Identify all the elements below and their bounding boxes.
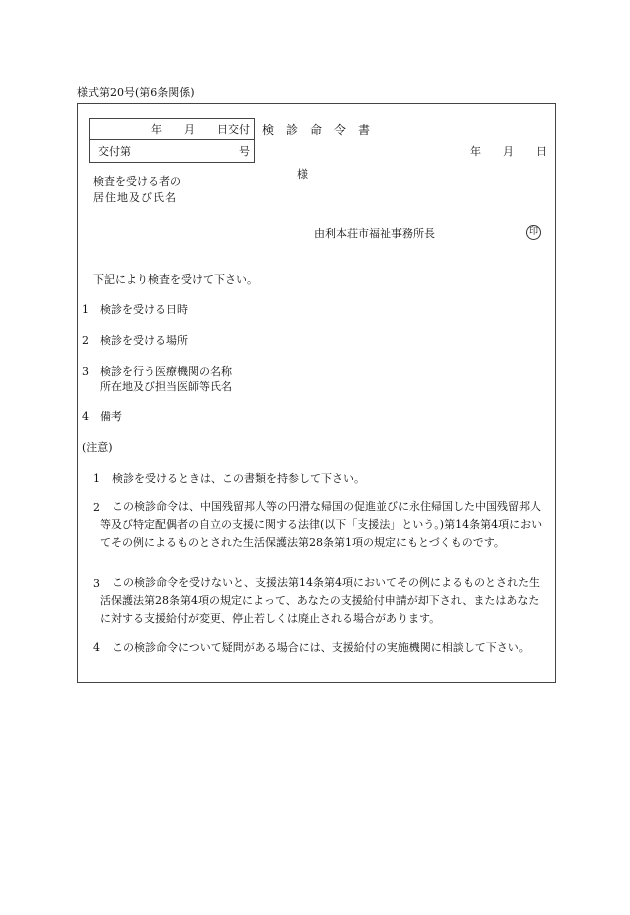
issuer-seal: 印 [526, 225, 541, 240]
note-4-text: この検診命令について疑問がある場合には、支援給付の実施機関に相談して下さい。 [112, 641, 530, 654]
issue-date-box [89, 118, 255, 140]
item-3-subtext: 所在地及び担当医師等氏名 [100, 380, 232, 393]
item-2-text: 検診を受ける場所 [100, 334, 188, 347]
item-1-text: 検診を受ける日時 [100, 303, 188, 316]
note-3-number: 3 [93, 577, 100, 590]
item-2-number: 2 [82, 334, 89, 347]
note-2-number: 2 [93, 501, 100, 514]
item-3-text: 検診を行う医療機関の名称 [100, 365, 232, 378]
recipient-honorific: 様 [297, 168, 308, 181]
issue-date-line: 年 月 日交付 [151, 123, 250, 136]
intro-text: 下記により検査を受けて下さい。 [93, 273, 258, 286]
issue-number-prefix: 交付第 [98, 145, 131, 158]
item-4-number: 4 [82, 410, 89, 423]
recipient-label-line1: 検査を受ける者の [93, 175, 181, 188]
note-1-text: 検診を受けるときは、この書類を持参して下さい。 [112, 472, 365, 485]
document-title: 検診命令書 [262, 123, 383, 137]
item-4-text: 備考 [100, 410, 122, 423]
issue-date: 年 月 日 [470, 145, 547, 158]
note-4-number: 4 [93, 641, 100, 654]
issue-number-box [89, 140, 255, 163]
note-3-text: この検診命令を受けないと、支援法第14条第4項においてその例によるものとされた生活保護法第28条第4項の規定によって、あなたの支援給付申請が却下され、またはあなたに対する支援給付が変更、停止若しくは廃止される場合があります。 [100, 576, 540, 625]
recipient-label-line2: 居住地及び氏名 [93, 191, 177, 204]
item-1-number: 1 [82, 303, 89, 316]
item-3-number: 3 [82, 365, 89, 378]
form-header: 様式第20号(第6条関係) [77, 86, 195, 99]
note-1-number: 1 [93, 472, 100, 485]
issue-number-suffix: 号 [239, 145, 250, 158]
note-2-text: この検診命令は、中国残留邦人等の円滑な帰国の促進並びに永住帰国した中国残留邦人等及び特定配偶者の自立の支援に関する法律(以下「支援法」という。)第14条第4項においてその例によるものとされた生活保護法第28条第1項の規定にもとづくものです。 [100, 500, 543, 549]
issuer-name: 由利本荘市福祉事務所長 [314, 227, 435, 240]
notes-heading: (注意) [82, 441, 113, 454]
